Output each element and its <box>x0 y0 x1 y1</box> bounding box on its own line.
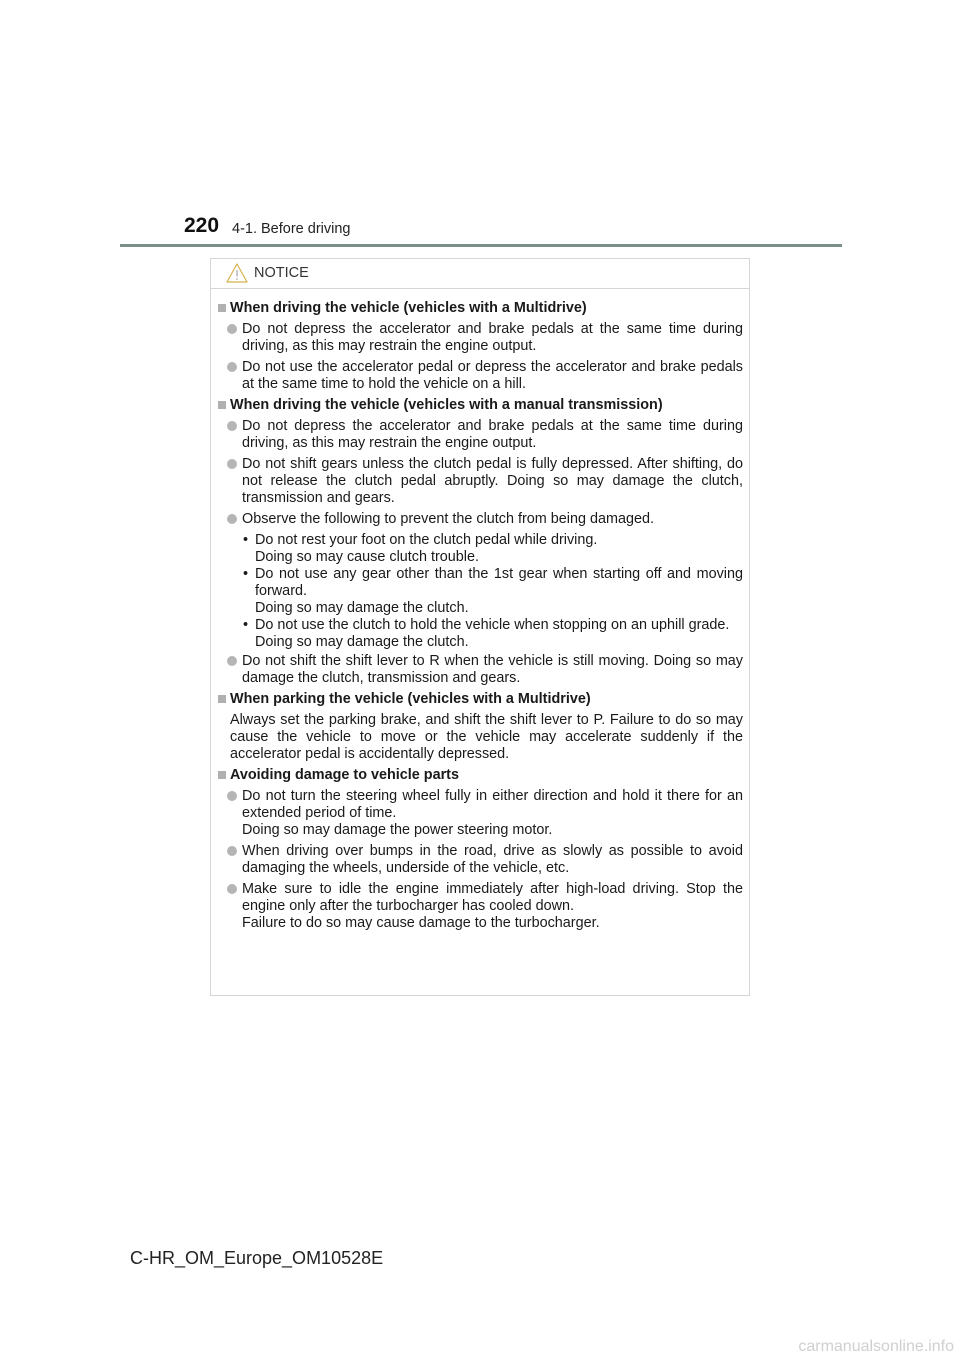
square-bullet-icon <box>218 304 226 312</box>
bullet-text: Do not depress the accelerator and brake pedals at the same time during driving, as this may restrain the engine output. <box>242 418 743 451</box>
dot-marker: • <box>243 532 249 548</box>
sub-item <box>218 566 743 617</box>
sub-item-note: Doing so may cause clutch trouble. <box>255 549 479 565</box>
circle-bullet-icon <box>227 421 237 431</box>
bullet-text: When driving over bumps in the road, drive as slowly as possible to avoid damaging the wheels, underside of the vehicle, etc. <box>242 843 743 876</box>
notice-box <box>210 258 750 996</box>
circle-bullet-icon <box>227 884 237 894</box>
notice-header <box>211 259 749 289</box>
notice-body <box>211 289 749 932</box>
bullet-text: Make sure to idle the engine immediately after high-load driving. Stop the engine only after the turbocharger has cooled down. <box>242 881 743 914</box>
bullet-item <box>218 843 743 877</box>
circle-bullet-icon <box>227 459 237 469</box>
dot-marker: • <box>243 617 249 633</box>
sub-item <box>218 617 743 651</box>
header-rule <box>120 244 842 247</box>
watermark: carmanualsonline.info <box>798 1338 954 1355</box>
circle-bullet-icon <box>227 324 237 334</box>
sub-item-text: Do not use the clutch to hold the vehicle when stopping on an uphill grade. <box>255 617 730 633</box>
square-bullet-icon <box>218 771 226 779</box>
sub-item-text: Do not rest your foot on the clutch pedal while driving. <box>255 532 598 548</box>
sub-list <box>218 532 743 651</box>
bullet-text: Do not depress the accelerator and brake pedals at the same time during driving, as this may restrain the engine output. <box>242 321 743 354</box>
circle-bullet-icon <box>227 514 237 524</box>
circle-bullet-icon <box>227 362 237 372</box>
bullet-item <box>218 881 743 932</box>
heading-text: When parking the vehicle (vehicles with a Multidrive) <box>230 691 591 707</box>
heading-text: Avoiding damage to vehicle parts <box>230 767 459 783</box>
bullet-text: Do not turn the steering wheel fully in either direction and hold it there for an extended period of time. <box>242 788 743 821</box>
section-heading <box>218 300 743 317</box>
heading-text: When driving the vehicle (vehicles with a manual transmission) <box>230 397 663 413</box>
circle-bullet-icon <box>227 846 237 856</box>
bullet-item <box>218 418 743 452</box>
bullet-text: Observe the following to prevent the clutch from being damaged. <box>242 511 654 527</box>
sub-item-note: Doing so may damage the clutch. <box>255 600 469 616</box>
circle-bullet-icon <box>227 791 237 801</box>
dot-marker: • <box>243 566 249 582</box>
document-code: C-HR_OM_Europe_OM10528E <box>130 1248 384 1268</box>
notice-title: NOTICE <box>254 265 309 281</box>
bullet-item <box>218 456 743 507</box>
bullet-item <box>218 359 743 393</box>
square-bullet-icon <box>218 401 226 409</box>
square-bullet-icon <box>218 695 226 703</box>
section-title: 4-1. Before driving <box>232 221 351 237</box>
bullet-note: Failure to do so may cause damage to the turbocharger. <box>242 915 600 931</box>
warning-icon <box>226 263 248 283</box>
bullet-text: Do not use the accelerator pedal or depress the accelerator and brake pedals at the same time to hold the vehicle on a hill. <box>242 359 743 392</box>
bullet-text: Do not shift the shift lever to R when the vehicle is still moving. Doing so may damage the clutch, transmission and gears. <box>242 653 743 686</box>
page-number: 220 <box>184 214 220 237</box>
bullet-item <box>218 788 743 839</box>
section-heading <box>218 767 743 784</box>
bullet-note: Doing so may damage the power steering motor. <box>242 822 553 838</box>
sub-item <box>218 532 743 566</box>
paragraph: Always set the parking brake, and shift the shift lever to P. Failure to do so may cause the vehicle to move or the vehicle may accelerate suddenly if the accelerator pedal is accidentally depressed. <box>230 712 743 762</box>
circle-bullet-icon <box>227 656 237 666</box>
section-heading <box>218 397 743 414</box>
bullet-item <box>218 321 743 355</box>
sub-item-text: Do not use any gear other than the 1st gear when starting off and moving forward. <box>255 566 743 599</box>
bullet-item <box>218 653 743 687</box>
heading-text: When driving the vehicle (vehicles with a Multidrive) <box>230 300 587 316</box>
bullet-text: Do not shift gears unless the clutch pedal is fully depressed. After shifting, do not release the clutch pedal abruptly. Doing so may damage the clutch, transmission and gears. <box>242 456 743 506</box>
bullet-item <box>218 511 743 528</box>
section-heading <box>218 691 743 708</box>
sub-item-note: Doing so may damage the clutch. <box>255 634 469 650</box>
